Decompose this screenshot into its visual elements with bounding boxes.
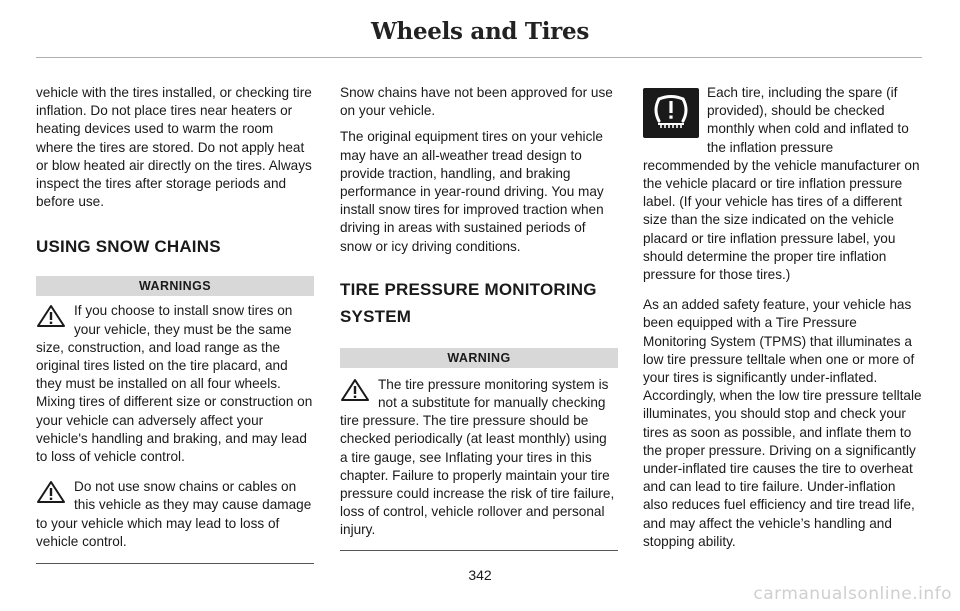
warning-banner: WARNING	[340, 348, 618, 368]
warning-block-2	[36, 478, 314, 551]
column-3	[643, 84, 923, 559]
section-heading-tpms-line1: TIRE PRESSURE MONITORING	[340, 279, 597, 299]
watermark: carmanualsonline.info	[753, 584, 952, 604]
column-2	[340, 84, 618, 551]
warning-text-1: If you choose to install snow tires on your vehicle, they must be the same size, construction, and load range as the original tires listed on the tire placard, and they must be installed on all four wheels. Mixing tires of different size or construction on your vehicle can adversely affect your vehicle's handling and braking, and may lead to loss of vehicle control.	[36, 303, 313, 465]
intro-paragraph: vehicle with the tires installed, or checking tire inflation. Do not place tires near heaters or heating devices used to warm the room where the tires are stored. Do not apply heat or blow heated air directly on the tires. Always inspect the tires after storage periods and before use.	[36, 85, 312, 210]
warning-triangle-icon	[36, 304, 66, 328]
warning-triangle-icon	[340, 378, 370, 402]
tpms-telltale-icon	[643, 88, 699, 138]
warning-block-1	[36, 302, 314, 466]
page-title: Wheels and Tires	[371, 18, 589, 45]
page-number: 342	[468, 567, 492, 583]
section-heading-tpms-line2: SYSTEM	[340, 306, 412, 326]
tpms-feature-paragraph: As an added safety feature, your vehicle has been equipped with a Tire Pressure Monitoring System (TPMS) that illuminates a low tire pressure telltale when one or more of your tires is significantly under-inflated. Accordingly, when the low tire pressure telltale illuminates, you should stop and check your tires as soon as possible, and inflate them to the proper pressure. Driving on a significantly under-inflated tire causes the tire to overheat and can lead to tire failure. Under-inflation also reduces fuel efficiency and tire tread life, and may affect the vehicle’s handling and stopping ability.	[643, 297, 922, 549]
warning-text-2: Do not use snow chains or cables on this vehicle as they may cause damage to your vehicle which may lead to loss of vehicle control.	[36, 479, 312, 549]
warning-end-divider	[340, 550, 618, 551]
section-heading-tpms	[340, 276, 618, 330]
warning-triangle-icon	[36, 480, 66, 504]
column-1	[36, 84, 314, 564]
section-heading-snow-chains: USING SNOW CHAINS	[36, 237, 221, 257]
snow-chains-approval-paragraph: Snow chains have not been approved for use on your vehicle.	[340, 85, 613, 119]
warning-text-tpms: The tire pressure monitoring system is not a substitute for manually checking tire pressure. The tire pressure should be checked periodically (at least monthly) using a tire gauge, see Inflating your tires in this chapter. Failure to properly maintain your tire pressure could increase the risk of tire failure, loss of control, vehicle rollover and personal injury.	[340, 376, 615, 538]
warnings-end-divider	[36, 563, 314, 564]
original-tires-paragraph: The original equipment tires on your vehicle may have an all-weather tread design to provide traction, handling, and braking performance in year-round driving. You may install snow tires for improved traction when driving in areas with sustained periods of snow or icy driving conditions.	[340, 129, 604, 254]
warning-block-tpms	[340, 376, 618, 540]
tire-check-paragraph: Each tire, including the spare (if provided), should be checked monthly when cold and inflated to the inflation pressure recommended by the vehicle manufacturer on the vehicle placard or tire inflation pressure label. (If your vehicle has tires of a different size than the size indicated on the vehicle placard or tire inflation pressure label, you should determine the proper tire inflation pressure for those tires.)	[643, 85, 920, 283]
warnings-banner: WARNINGS	[36, 276, 314, 296]
header-divider	[36, 57, 922, 58]
